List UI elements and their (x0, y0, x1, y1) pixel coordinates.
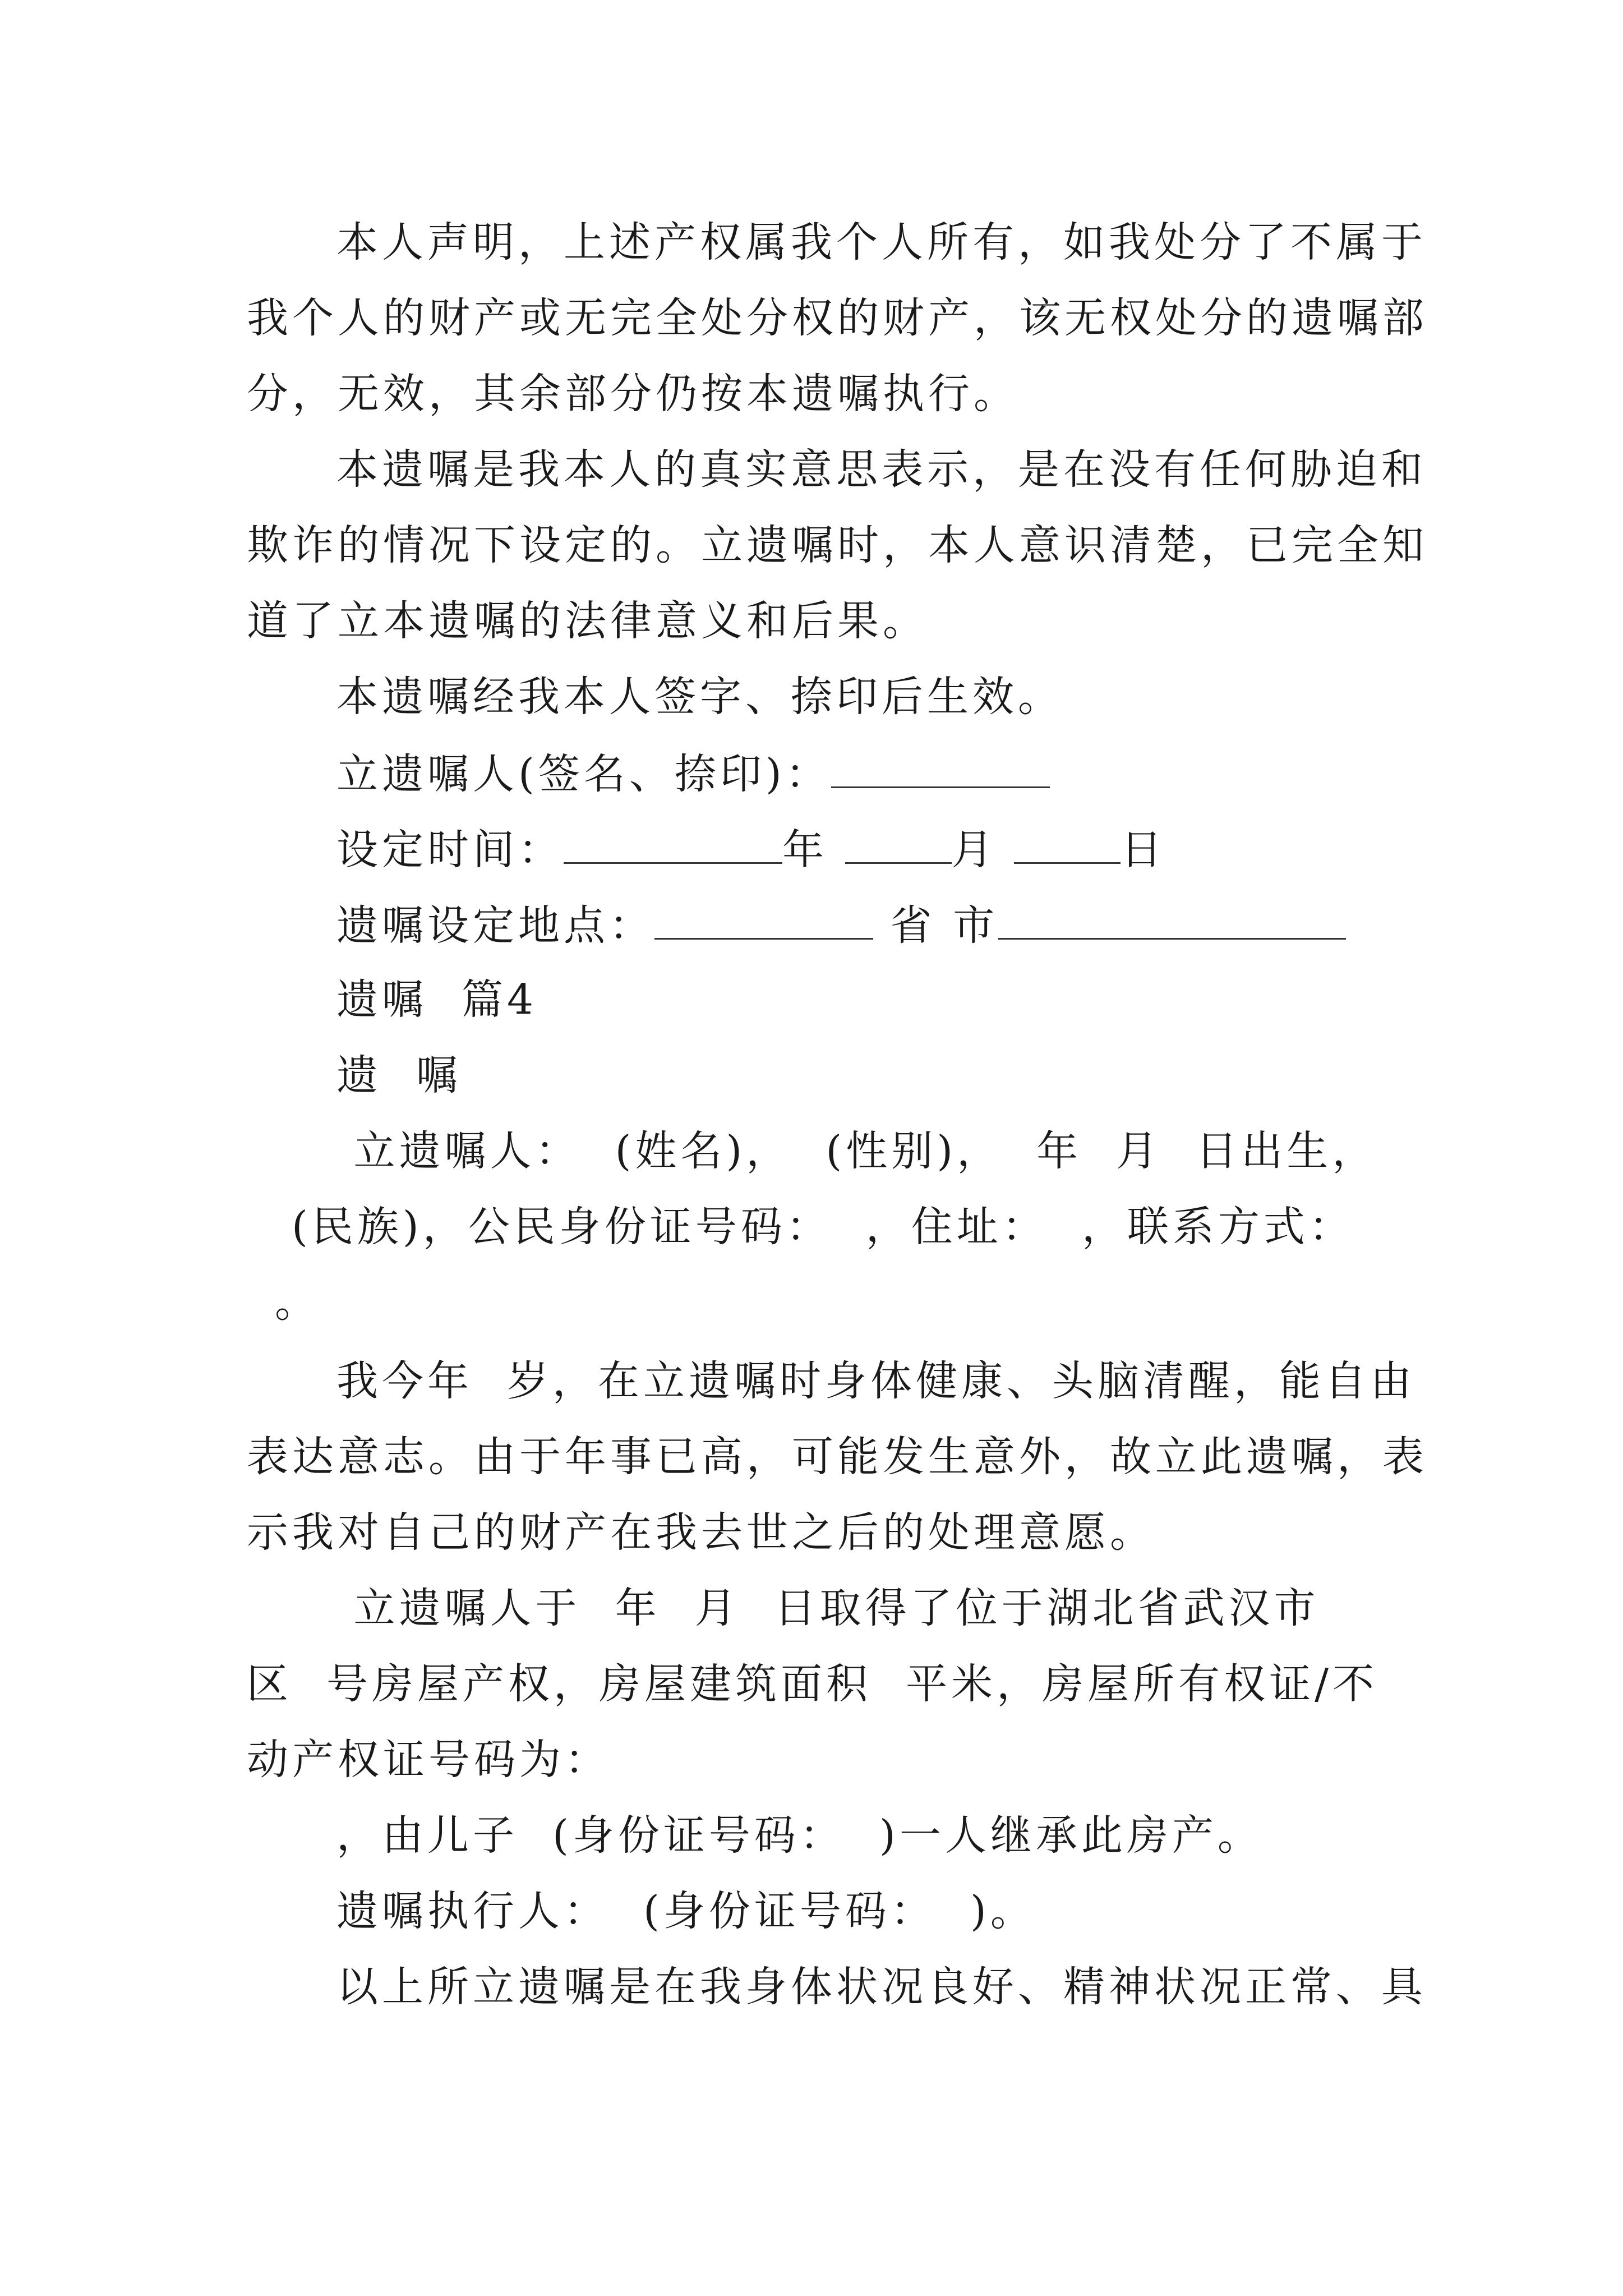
paragraph-line: 欺诈的情况下设定的。立遗嘱时，本人意识清楚，已完全知 (247, 521, 1428, 569)
age-paragraph-line: 示我对自己的财产在我去世之后的处理意愿。 (247, 1508, 1155, 1557)
city-blank (998, 903, 1346, 940)
executor-line: 遗嘱执行人： (身份证号码： )。 (336, 1887, 1036, 1935)
time-label: 设定时间： (336, 826, 564, 874)
testator-info-line: 立遗嘱人： (姓名)， (性别)， 年 月 日出生， (336, 1127, 1378, 1175)
time-line (336, 826, 1166, 874)
paragraph-line: 我个人的财产或无完全处分权的财产，该无权处分的遗嘱部 (247, 294, 1428, 342)
paragraph-line: 本遗嘱经我本人签字、捺印后生效。 (336, 673, 1063, 721)
paragraph-line: 分，无效，其余部分仍按本遗嘱执行。 (247, 370, 1019, 418)
signature-line (336, 750, 1050, 798)
month-blank (845, 827, 952, 864)
day-blank (1014, 827, 1121, 864)
paragraph-line: 道了立本遗嘱的法律意义和后果。 (247, 597, 928, 645)
place-label: 遗嘱设定地点： (336, 901, 654, 950)
section-heading: 遗嘱 篇4 (336, 976, 538, 1024)
property-paragraph-line: 区 号房屋产权，房屋建筑面积 平米，房屋所有权证/不 (247, 1660, 1378, 1708)
signature-label: 立遗嘱人(签名、捺印)： (336, 750, 831, 798)
city-label: 市 (953, 901, 999, 950)
paragraph-line: 本人声明，上述产权属我个人所有，如我处分了不属于 (336, 218, 1427, 266)
month-label: 月 (951, 826, 997, 874)
testator-info-line: 。 (275, 1278, 320, 1327)
property-paragraph-line: 立遗嘱人于 年 月 日取得了位于湖北省武汉市 (336, 1584, 1320, 1632)
age-paragraph-line: 表达意志。由于年事已高，可能发生意外，故立此遗嘱，表 (247, 1433, 1428, 1481)
province-label: 省 (890, 901, 936, 950)
signature-blank (831, 752, 1050, 788)
year-label: 年 (782, 826, 828, 874)
property-paragraph-line: 动产权证号码为： (247, 1736, 610, 1784)
day-label: 日 (1121, 826, 1166, 874)
last-line: 以上所立遗嘱是在我身体状况良好、精神状况正常、具 (336, 1963, 1427, 2011)
age-paragraph-line: 我今年 岁，在立遗嘱时身体健康、头脑清醒，能自由 (336, 1357, 1416, 1405)
doc-title: 遗 嘱 (336, 1051, 462, 1099)
place-line (336, 901, 1346, 950)
province-blank (654, 903, 873, 940)
year-blank (564, 827, 782, 864)
testator-info-line: (民族)，公民身份证号码： ，住址： ，联系方式： (292, 1203, 1354, 1251)
inherit-line: ，由儿子 (身份证号码： )一人继承此房产。 (336, 1811, 1263, 1860)
paragraph-line: 本遗嘱是我本人的真实意思表示，是在没有任何胁迫和 (336, 445, 1427, 494)
